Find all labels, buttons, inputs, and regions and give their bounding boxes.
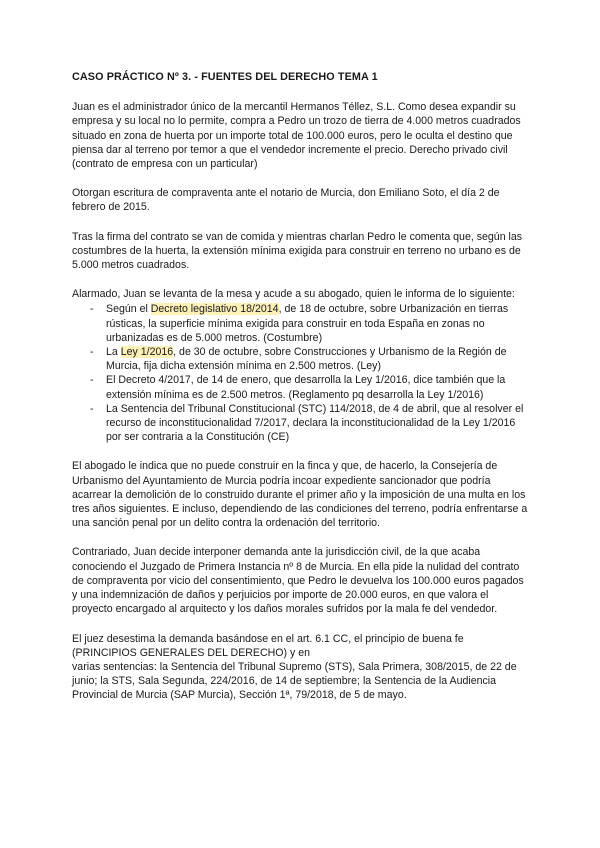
list-item — [72, 402, 528, 445]
paragraph-7 — [72, 632, 528, 703]
list-item-text: , de 18 de octubre, sobre Urbanización en tierras rústicas, la superficie mínima exigida para construir en toda España en zonas no urbanizadas es de 5.000 metros. (Costumbre) — [106, 303, 509, 344]
list-item-text: , de 30 de octubre, sobre Construcciones y Urbanismo de la Región de Murcia, fija dicha extensión mínima en 2.500 metros. (Ley) — [106, 346, 507, 373]
paragraph-2: Otorgan escritura de compraventa ante el notario de Murcia, don Emiliano Soto, el día 2 de febrero de 2015. — [72, 187, 500, 214]
document-title: CASO PRÁCTICO Nº 3. - FUENTES DEL DERECHO TEMA 1 — [72, 71, 378, 83]
list-item — [72, 373, 528, 401]
paragraph-7-line-1: El juez desestima la demanda basándose en el art. 6.1 CC, el principio de buena fe — [72, 632, 464, 645]
list-item — [72, 345, 528, 373]
list-item — [72, 302, 528, 345]
paragraph-1: Juan es el administrador único de la mercantil Hermanos Téllez, S.L. Como desea expandir su empresa y su local no lo permite, compra a Pedro un trozo de tierra de 4.000 metros cuadrados situado en zona de huerta por un importe total de 100.000 euros, pero le oculta el destino que piensa dar al terreno por temor a que el vendedor incremente el precio. Derecho privado civil (contrato de empresa con un particular) — [72, 101, 521, 171]
list-dash: - — [90, 374, 94, 387]
list-item-text: El Decreto 4/2017, de 14 de enero, que desarrolla la Ley 1/2016, dice también que la extensión mínima es de 2.500 metros. (Reglamento pq desarrolla la Ley 1/2016) — [106, 374, 506, 401]
list-dash: - — [90, 346, 94, 359]
paragraph-7-line-2: (PRINCIPIOS GENERALES DEL DERECHO) y en — [72, 646, 311, 659]
paragraph-6: Contrariado, Juan decide interponer demanda ante la jurisdicción civil, de la que acaba conociendo el Juzgado de Primera Instancia nº 8 de Murcia. En ella pide la nulidad del contrato de compraventa por vicio del consentimiento, que Pedro le devuelva los 100.000 euros pagados y una indemnización de daños y perjuicios por importe de 20.000 euros, en que valora el proyecto encargado al arquitecto y los daños morales sufridos por la mala fe del vendedor. — [72, 546, 524, 616]
legal-sources-list — [72, 302, 528, 444]
paragraph-7-line-3: varias sentencias: la Sentencia del Tribunal Supremo (STS), Sala Primera, 308/2015, de 22 de junio; la STS, Sala Segunda, 224/2016, de 14 de septiembre; la Sentencia de la Audiencia Provincial de Murcia (SAP Murcia), Sección 1ª, 79/2018, de 5 de mayo. — [72, 660, 517, 702]
list-item-text: La — [106, 346, 121, 359]
list-dash: - — [90, 303, 94, 316]
highlighted-text: Decreto legislativo 18/2014 — [150, 303, 279, 316]
paragraph-3: Tras la firma del contrato se van de comida y mientras charlan Pedro le comenta que, según las costumbres de la huerta, la extensión mínima exigida para construir en terreno no urbano es de 5.000 metros cuadrados. — [72, 230, 523, 272]
list-item-text: Según el — [106, 303, 151, 316]
list-item-text: La Sentencia del Tribunal Constitucional (STC) 114/2018, de 4 de abril, que al resolver el recurso de inconstitucionalidad 7/2017, declara la inconstitucionalidad de la Ley 1/2016 por ser contraria a la Constitución (CE) — [106, 402, 524, 444]
list-dash: - — [90, 402, 94, 415]
paragraph-4: Alarmado, Juan se levanta de la mesa y acude a su abogado, quien le informa de lo siguiente: — [72, 288, 515, 301]
paragraph-5: El abogado le indica que no puede construir en la finca y que, de hacerlo, la Consejería de Urbanismo del Ayuntamiento de Murcia podría incoar expediente sancionador que podría acarrear la demolición de lo construido durante el primer año y la imposición de una multa en los tres años siguientes. E incluso, dependiendo de las condiciones del terreno, podría enfrentarse a una sanción penal por un delito contra la ordenación del territorio. — [72, 460, 528, 530]
highlighted-text: Ley 1/2016 — [120, 346, 174, 359]
